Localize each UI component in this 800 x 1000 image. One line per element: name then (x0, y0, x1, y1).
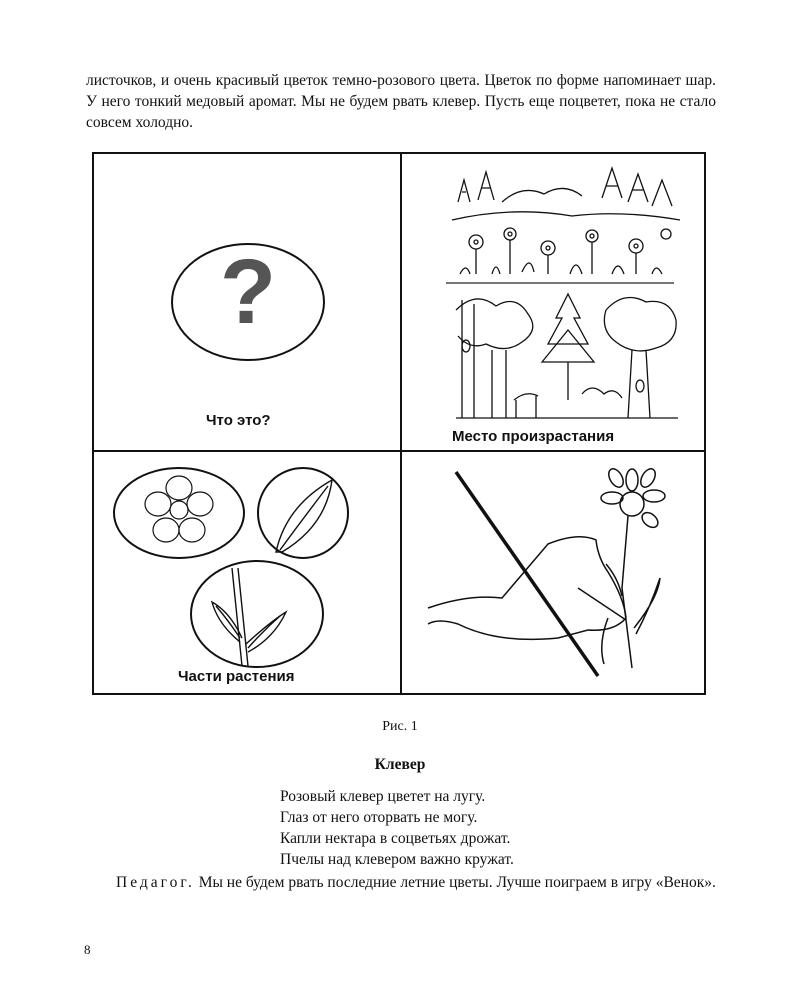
poem-line: Пчелы над клевером важно кружат. (280, 851, 514, 868)
figure-horizontal-divider (94, 450, 704, 452)
poem-line: Капли нектара в соцветьях дрожат. (280, 830, 511, 847)
page-number: 8 (84, 942, 91, 957)
poem-line: Розовый клевер цветет на лугу. (280, 788, 486, 805)
forest-illustration-icon (456, 290, 678, 420)
closing-text: Мы не будем рвать последние летние цветы. Лучше поиграем в игру «Венок». (198, 874, 716, 891)
poem-line: Глаз от него оторвать не могу. (280, 809, 478, 826)
label-habitat: Место произрастания (452, 428, 615, 445)
meadow-illustration-icon (452, 162, 682, 280)
stem-icon (190, 558, 324, 668)
label-what-is-it: Что это? (206, 412, 271, 429)
figure-caption: Рис. 1 (382, 719, 418, 734)
question-mark: ? (219, 241, 277, 343)
figure-clover-card (92, 152, 706, 695)
label-plant-parts: Части растения (178, 668, 295, 685)
habitat-separator (446, 282, 674, 284)
poem (280, 786, 514, 870)
intro-paragraph: листочков, и очень красивый цветок темно-розового цвета. Цветок по форме напоминает шар. У него тонкий медовый аромат. Мы не будем рвать клевер. Пусть еще поцветет, пока не стало совсем холодно. (86, 72, 716, 131)
leaf-icon (256, 466, 350, 560)
closing-paragraph (86, 872, 716, 893)
speaker-label: Педагог. (116, 874, 195, 891)
hand-picking-flower-crossed-icon (428, 468, 696, 678)
flower-head-icon (112, 466, 246, 560)
poem-title: Клевер (374, 756, 426, 773)
figure-vertical-divider (400, 154, 402, 693)
